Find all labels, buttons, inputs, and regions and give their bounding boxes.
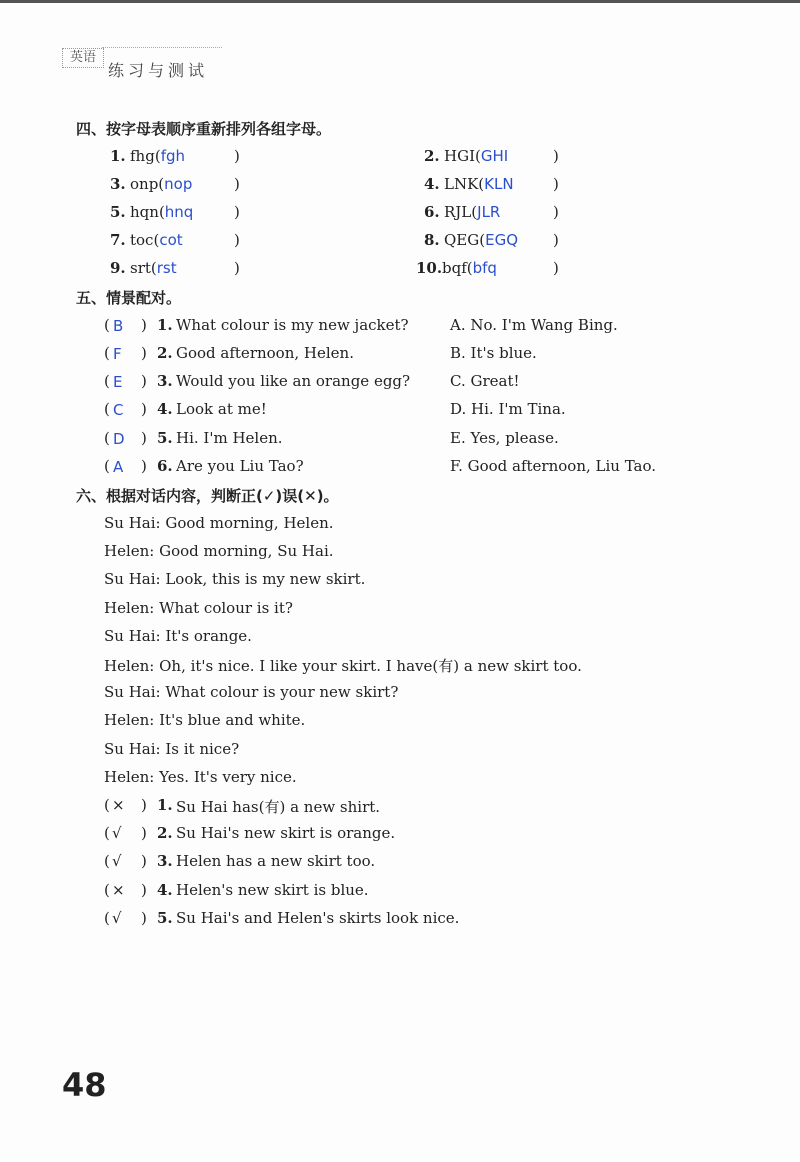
judge-statement: Su Hai's and Helen's skirts look nice. <box>176 908 460 927</box>
close-paren: ) <box>234 231 240 249</box>
answer: rst <box>156 259 177 277</box>
judge-number: 3. <box>157 852 173 871</box>
question-text: Look at me! <box>176 400 267 418</box>
open-paren: ( <box>158 175 165 193</box>
judge-statement: Su Hai has(有) a new shirt. <box>176 798 381 816</box>
letters: hqn <box>130 203 159 221</box>
item-number: 9. <box>110 259 126 277</box>
letter-group <box>442 259 497 277</box>
answer: fgh <box>160 147 185 165</box>
match-answer: A <box>113 458 124 476</box>
question-number: 5. <box>157 429 173 447</box>
judge-paren-close: ) <box>141 852 147 871</box>
question-number: 1. <box>157 316 173 334</box>
close-paren: ) <box>553 203 559 221</box>
response-option: B. It's blue. <box>450 344 537 362</box>
answer-paren-close: ) <box>141 429 147 447</box>
item-number: 10. <box>416 259 443 277</box>
response-option: D. Hi. I'm Tina. <box>450 400 566 418</box>
letter-group <box>444 231 518 249</box>
close-paren: ) <box>234 175 240 193</box>
letter-group <box>444 147 508 165</box>
judge-number: 4. <box>157 880 173 899</box>
question-number: 6. <box>157 457 173 475</box>
letters: QEG <box>444 231 480 249</box>
answer-paren-open: ( <box>104 429 110 447</box>
letters: srt <box>130 259 151 277</box>
question-text: Are you Liu Tao? <box>176 457 304 475</box>
judge-paren-open: ( <box>104 796 110 814</box>
answer: bfq <box>472 259 497 277</box>
judge-mark: √ <box>112 824 122 843</box>
judge-paren-open: ( <box>104 824 110 843</box>
item-number: 4. <box>424 175 440 193</box>
response-option: E. Yes, please. <box>450 429 559 447</box>
judge-paren-close: ) <box>141 824 147 843</box>
judge-paren-close: ) <box>141 908 147 927</box>
question-number: 2. <box>157 344 173 362</box>
answer-paren-close: ) <box>141 372 147 390</box>
question-text: Would you like an orange egg? <box>176 372 411 390</box>
judge-paren-open: ( <box>104 880 110 899</box>
dialogue-line: Su Hai: Look, this is my new skirt. <box>104 570 366 589</box>
answer: KLN <box>484 175 514 193</box>
answer-paren-close: ) <box>141 316 147 334</box>
close-paren: ) <box>234 259 240 277</box>
page-number: 48 <box>62 1066 107 1104</box>
dialogue-line: Helen: It's blue and white. <box>104 711 306 730</box>
response-option: F. Good afternoon, Liu Tao. <box>450 457 657 475</box>
open-paren: ( <box>466 259 473 277</box>
judge-mark: √ <box>112 852 122 871</box>
dialogue-line: Su Hai: It's orange. <box>104 626 252 645</box>
letter-group <box>444 203 500 221</box>
match-answer: B <box>113 317 124 335</box>
response-option: A. No. I'm Wang Bing. <box>450 316 618 334</box>
judge-statement: Helen has a new skirt too. <box>176 852 376 871</box>
answer-paren-open: ( <box>104 400 110 418</box>
section5-title: 五、情景配对。 <box>76 289 182 307</box>
open-paren: ( <box>471 203 478 221</box>
judge-mark: × <box>112 796 125 814</box>
answer: GHI <box>480 147 509 165</box>
item-number: 8. <box>424 231 440 249</box>
item-number: 3. <box>110 175 126 193</box>
section4-title: 四、按字母表顺序重新排列各组字母。 <box>76 120 332 138</box>
judge-paren-open: ( <box>104 852 110 871</box>
judge-statement: Su Hai's new skirt is orange. <box>176 824 396 843</box>
answer: nop <box>164 175 193 193</box>
question-text: Good afternoon, Helen. <box>176 344 354 362</box>
letter-group <box>130 147 185 165</box>
close-paren: ) <box>553 231 559 249</box>
item-number: 2. <box>424 147 440 165</box>
letter-group <box>130 175 192 193</box>
close-paren: ) <box>553 147 559 165</box>
answer: cot <box>159 231 183 249</box>
match-answer: D <box>113 430 125 448</box>
letters: onp <box>130 175 159 193</box>
match-answer: F <box>113 345 122 363</box>
answer-paren-open: ( <box>104 457 110 475</box>
judge-statement: Helen's new skirt is blue. <box>176 880 369 899</box>
letters: HGI <box>444 147 475 165</box>
book-title: 练习与测试 <box>108 61 209 80</box>
question-number: 3. <box>157 372 173 390</box>
question-number: 4. <box>157 400 173 418</box>
letters: LNK <box>444 175 479 193</box>
dialogue-line: Su Hai: What colour is your new skirt? <box>104 683 399 702</box>
judge-number: 5. <box>157 908 173 927</box>
judge-mark: √ <box>112 908 122 927</box>
judge-paren-close: ) <box>141 880 147 899</box>
answer-paren-open: ( <box>104 344 110 362</box>
answer-paren-open: ( <box>104 372 110 390</box>
item-number: 5. <box>110 203 126 221</box>
match-answer: C <box>113 401 124 419</box>
judge-paren-open: ( <box>104 908 110 927</box>
item-number: 6. <box>424 203 440 221</box>
judge-number: 1. <box>157 796 173 814</box>
section6-title: 六、根据对话内容，判断正(✓)误(✕)。 <box>76 487 339 505</box>
question-text: What colour is my new jacket? <box>176 316 409 334</box>
item-number: 7. <box>110 231 126 249</box>
close-paren: ) <box>553 259 559 277</box>
close-paren: ) <box>234 147 240 165</box>
answer: EGQ <box>485 231 519 249</box>
dialogue-line: Helen: Oh, it's nice. I like your skirt. I have(有) a new skirt too. <box>104 657 582 675</box>
letter-group <box>444 175 514 193</box>
letters: RJL <box>444 203 472 221</box>
answer-paren-close: ) <box>141 457 147 475</box>
dialogue-line: Helen: Good morning, Su Hai. <box>104 542 334 561</box>
top-rule <box>0 0 800 3</box>
dialogue-line: Su Hai: Good morning, Helen. <box>104 514 334 532</box>
judge-number: 2. <box>157 824 173 843</box>
subject-label: 英语 <box>62 48 104 68</box>
answer-paren-open: ( <box>104 316 110 334</box>
dialogue-line: Helen: What colour is it? <box>104 598 293 617</box>
dialogue-line: Helen: Yes. It's very nice. <box>104 767 297 786</box>
open-paren: ( <box>158 203 165 221</box>
letter-group <box>130 259 177 277</box>
answer-paren-close: ) <box>141 344 147 362</box>
judge-mark: × <box>112 880 125 899</box>
open-paren: ( <box>475 147 481 165</box>
answer-paren-close: ) <box>141 400 147 418</box>
letter-group <box>130 203 193 221</box>
answer: JLR <box>477 203 501 221</box>
open-paren: ( <box>478 175 485 193</box>
answer: hnq <box>164 203 194 221</box>
item-number: 1. <box>110 147 126 165</box>
response-option: C. Great! <box>450 372 520 390</box>
close-paren: ) <box>553 175 559 193</box>
open-paren: ( <box>479 231 486 249</box>
letters: fhg <box>130 147 155 165</box>
letter-group <box>130 231 183 249</box>
letters: toc <box>130 231 154 249</box>
question-text: Hi. I'm Helen. <box>176 429 283 447</box>
judge-paren-close: ) <box>141 796 147 814</box>
open-paren: ( <box>150 259 157 277</box>
header-dotted-rule <box>102 47 222 48</box>
letters: bqf <box>442 259 467 277</box>
open-paren: ( <box>154 147 161 165</box>
open-paren: ( <box>153 231 160 249</box>
close-paren: ) <box>234 203 240 221</box>
match-answer: E <box>113 373 123 391</box>
dialogue-line: Su Hai: Is it nice? <box>104 739 240 758</box>
